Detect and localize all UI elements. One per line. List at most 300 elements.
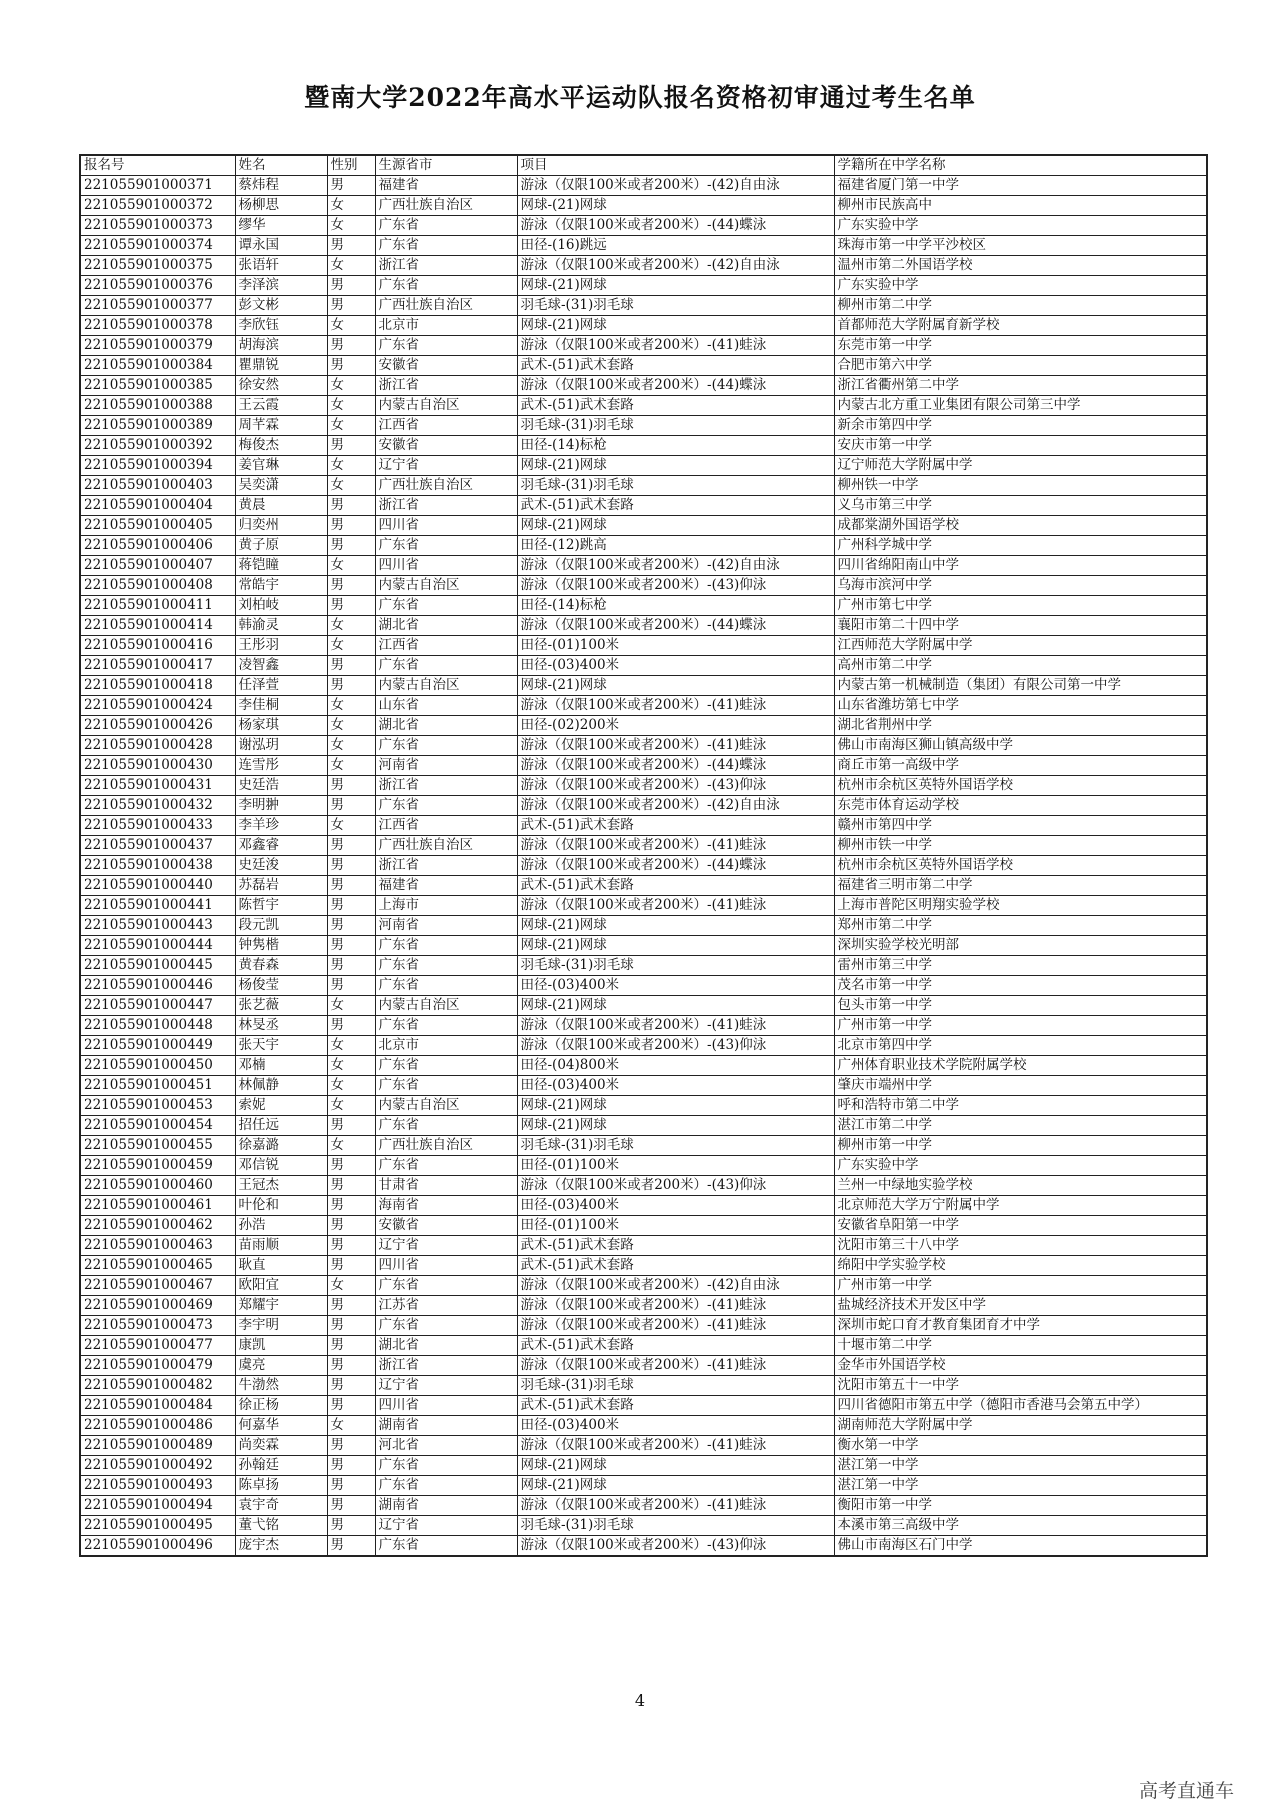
cell-gender: 男 bbox=[327, 1456, 375, 1476]
cell-gender: 男 bbox=[327, 536, 375, 556]
cell-name: 李佳桐 bbox=[235, 696, 327, 716]
cell-event: 田径-(03)400米 bbox=[517, 1416, 834, 1436]
table-row bbox=[80, 976, 1207, 996]
cell-gender: 女 bbox=[327, 696, 375, 716]
cell-school: 杭州市余杭区英特外国语学校 bbox=[834, 856, 1207, 876]
cell-registration-no: 221055901000428 bbox=[80, 736, 235, 756]
cell-school: 义乌市第三中学 bbox=[834, 496, 1207, 516]
cell-province: 北京市 bbox=[375, 316, 517, 336]
cell-registration-no: 221055901000454 bbox=[80, 1116, 235, 1136]
cell-name: 林旻丞 bbox=[235, 1016, 327, 1036]
cell-event: 田径-(02)200米 bbox=[517, 716, 834, 736]
cell-school: 佛山市南海区石门中学 bbox=[834, 1536, 1207, 1557]
table-row bbox=[80, 1356, 1207, 1376]
cell-school: 广州市第一中学 bbox=[834, 1276, 1207, 1296]
cell-registration-no: 221055901000411 bbox=[80, 596, 235, 616]
page-number: 4 bbox=[634, 1691, 646, 1710]
table-row bbox=[80, 1056, 1207, 1076]
cell-school: 肇庆市端州中学 bbox=[834, 1076, 1207, 1096]
cell-province: 广东省 bbox=[375, 1056, 517, 1076]
cell-registration-no: 221055901000438 bbox=[80, 856, 235, 876]
cell-gender: 女 bbox=[327, 816, 375, 836]
cell-gender: 男 bbox=[327, 1356, 375, 1376]
cell-event: 网球-(21)网球 bbox=[517, 996, 834, 1016]
cell-registration-no: 221055901000486 bbox=[80, 1416, 235, 1436]
cell-registration-no: 221055901000431 bbox=[80, 776, 235, 796]
cell-province: 江西省 bbox=[375, 816, 517, 836]
table-row bbox=[80, 1376, 1207, 1396]
cell-event: 网球-(21)网球 bbox=[517, 1456, 834, 1476]
table-row bbox=[80, 236, 1207, 256]
cell-school: 温州市第二外国语学校 bbox=[834, 256, 1207, 276]
cell-school: 广州市第七中学 bbox=[834, 596, 1207, 616]
table-row bbox=[80, 736, 1207, 756]
cell-gender: 男 bbox=[327, 1336, 375, 1356]
cell-school: 襄阳市第二十四中学 bbox=[834, 616, 1207, 636]
table-row bbox=[80, 616, 1207, 636]
cell-province: 四川省 bbox=[375, 1396, 517, 1416]
cell-event: 游泳（仅限100米或者200米）-(42)自由泳 bbox=[517, 796, 834, 816]
cell-gender: 女 bbox=[327, 396, 375, 416]
cell-gender: 男 bbox=[327, 276, 375, 296]
cell-event: 武术-(51)武术套路 bbox=[517, 356, 834, 376]
cell-school: 新余市第四中学 bbox=[834, 416, 1207, 436]
cell-school: 广东实验中学 bbox=[834, 216, 1207, 236]
cell-school: 呼和浩特市第二中学 bbox=[834, 1096, 1207, 1116]
table-row bbox=[80, 1016, 1207, 1036]
cell-registration-no: 221055901000426 bbox=[80, 716, 235, 736]
cell-gender: 男 bbox=[327, 1496, 375, 1516]
cell-school: 郑州市第二中学 bbox=[834, 916, 1207, 936]
cell-event: 游泳（仅限100米或者200米）-(41)蛙泳 bbox=[517, 1316, 834, 1336]
cell-registration-no: 221055901000416 bbox=[80, 636, 235, 656]
cell-province: 广东省 bbox=[375, 1316, 517, 1336]
table-row bbox=[80, 196, 1207, 216]
table-row bbox=[80, 536, 1207, 556]
cell-name: 瞿鼎锐 bbox=[235, 356, 327, 376]
table-row bbox=[80, 256, 1207, 276]
cell-school: 广州市第一中学 bbox=[834, 1016, 1207, 1036]
cell-school: 深圳实验学校光明部 bbox=[834, 936, 1207, 956]
cell-registration-no: 221055901000496 bbox=[80, 1536, 235, 1557]
table-row bbox=[80, 1436, 1207, 1456]
cell-school: 十堰市第二中学 bbox=[834, 1336, 1207, 1356]
cell-gender: 男 bbox=[327, 1436, 375, 1456]
cell-registration-no: 221055901000403 bbox=[80, 476, 235, 496]
cell-event: 游泳（仅限100米或者200米）-(41)蛙泳 bbox=[517, 1436, 834, 1456]
cell-gender: 男 bbox=[327, 436, 375, 456]
cell-registration-no: 221055901000389 bbox=[80, 416, 235, 436]
cell-province: 内蒙古自治区 bbox=[375, 676, 517, 696]
cell-province: 广西壮族自治区 bbox=[375, 1136, 517, 1156]
cell-province: 四川省 bbox=[375, 556, 517, 576]
cell-event: 羽毛球-(31)羽毛球 bbox=[517, 1376, 834, 1396]
cell-name: 董弋铭 bbox=[235, 1516, 327, 1536]
cell-name: 招任远 bbox=[235, 1116, 327, 1136]
cell-name: 袁宇奇 bbox=[235, 1496, 327, 1516]
cell-gender: 男 bbox=[327, 1216, 375, 1236]
cell-event: 田径-(03)400米 bbox=[517, 976, 834, 996]
cell-registration-no: 221055901000479 bbox=[80, 1356, 235, 1376]
cell-registration-no: 221055901000408 bbox=[80, 576, 235, 596]
cell-event: 游泳（仅限100米或者200米）-(43)仰泳 bbox=[517, 1036, 834, 1056]
cell-event: 网球-(21)网球 bbox=[517, 1096, 834, 1116]
table-row bbox=[80, 756, 1207, 776]
cell-registration-no: 221055901000376 bbox=[80, 276, 235, 296]
cell-province: 湖北省 bbox=[375, 616, 517, 636]
cell-gender: 女 bbox=[327, 476, 375, 496]
cell-school: 合肥市第六中学 bbox=[834, 356, 1207, 376]
cell-event: 网球-(21)网球 bbox=[517, 456, 834, 476]
cell-gender: 男 bbox=[327, 656, 375, 676]
cell-event: 田径-(14)标枪 bbox=[517, 436, 834, 456]
cell-name: 缪华 bbox=[235, 216, 327, 236]
cell-school: 柳州铁一中学 bbox=[834, 476, 1207, 496]
table-row bbox=[80, 596, 1207, 616]
cell-school: 乌海市滨河中学 bbox=[834, 576, 1207, 596]
cell-registration-no: 221055901000462 bbox=[80, 1216, 235, 1236]
cell-event: 游泳（仅限100米或者200米）-(41)蛙泳 bbox=[517, 696, 834, 716]
cell-gender: 女 bbox=[327, 456, 375, 476]
cell-event: 网球-(21)网球 bbox=[517, 916, 834, 936]
cell-province: 广东省 bbox=[375, 536, 517, 556]
cell-gender: 男 bbox=[327, 1196, 375, 1216]
cell-province: 河北省 bbox=[375, 1436, 517, 1456]
cell-province: 海南省 bbox=[375, 1196, 517, 1216]
table-row bbox=[80, 1196, 1207, 1216]
cell-province: 广西壮族自治区 bbox=[375, 196, 517, 216]
cell-name: 段元凯 bbox=[235, 916, 327, 936]
cell-gender: 男 bbox=[327, 1156, 375, 1176]
cell-name: 谭永国 bbox=[235, 236, 327, 256]
cell-gender: 女 bbox=[327, 1096, 375, 1116]
column-header-gender: 性别 bbox=[327, 155, 375, 176]
table-row bbox=[80, 376, 1207, 396]
cell-name: 张语轩 bbox=[235, 256, 327, 276]
cell-gender: 男 bbox=[327, 1236, 375, 1256]
table-row bbox=[80, 436, 1207, 456]
cell-gender: 女 bbox=[327, 416, 375, 436]
cell-gender: 男 bbox=[327, 1016, 375, 1036]
cell-registration-no: 221055901000440 bbox=[80, 876, 235, 896]
cell-school: 深圳市蛇口育才教育集团育才中学 bbox=[834, 1316, 1207, 1336]
cell-gender: 男 bbox=[327, 836, 375, 856]
cell-event: 游泳（仅限100米或者200米）-(42)自由泳 bbox=[517, 256, 834, 276]
cell-event: 网球-(21)网球 bbox=[517, 676, 834, 696]
table-row bbox=[80, 676, 1207, 696]
cell-province: 上海市 bbox=[375, 896, 517, 916]
cell-province: 广东省 bbox=[375, 656, 517, 676]
cell-name: 牛渤然 bbox=[235, 1376, 327, 1396]
cell-gender: 男 bbox=[327, 676, 375, 696]
cell-school: 杭州市余杭区英特外国语学校 bbox=[834, 776, 1207, 796]
table-row bbox=[80, 216, 1207, 236]
column-header-name: 姓名 bbox=[235, 155, 327, 176]
cell-registration-no: 221055901000484 bbox=[80, 1396, 235, 1416]
cell-name: 徐安然 bbox=[235, 376, 327, 396]
table-row bbox=[80, 916, 1207, 936]
cell-registration-no: 221055901000374 bbox=[80, 236, 235, 256]
cell-province: 广东省 bbox=[375, 936, 517, 956]
cell-school: 福建省三明市第二中学 bbox=[834, 876, 1207, 896]
cell-province: 辽宁省 bbox=[375, 1516, 517, 1536]
cell-name: 李泽滨 bbox=[235, 276, 327, 296]
table-row bbox=[80, 1096, 1207, 1116]
column-header-registration-no: 报名号 bbox=[80, 155, 235, 176]
table-row bbox=[80, 396, 1207, 416]
cell-registration-no: 221055901000379 bbox=[80, 336, 235, 356]
cell-event: 田径-(04)800米 bbox=[517, 1056, 834, 1076]
cell-name: 张天宇 bbox=[235, 1036, 327, 1056]
cell-province: 四川省 bbox=[375, 516, 517, 536]
cell-registration-no: 221055901000455 bbox=[80, 1136, 235, 1156]
cell-event: 武术-(51)武术套路 bbox=[517, 1256, 834, 1276]
cell-event: 游泳（仅限100米或者200米）-(44)蝶泳 bbox=[517, 856, 834, 876]
table-row bbox=[80, 836, 1207, 856]
cell-province: 广东省 bbox=[375, 736, 517, 756]
cell-registration-no: 221055901000460 bbox=[80, 1176, 235, 1196]
cell-gender: 男 bbox=[327, 1476, 375, 1496]
cell-name: 胡海滨 bbox=[235, 336, 327, 356]
cell-event: 游泳（仅限100米或者200米）-(41)蛙泳 bbox=[517, 1016, 834, 1036]
cell-name: 归奕州 bbox=[235, 516, 327, 536]
cell-province: 湖南省 bbox=[375, 1496, 517, 1516]
cell-school: 柳州市铁一中学 bbox=[834, 836, 1207, 856]
cell-province: 北京市 bbox=[375, 1036, 517, 1056]
cell-event: 游泳（仅限100米或者200米）-(41)蛙泳 bbox=[517, 836, 834, 856]
cell-school: 福建省厦门第一中学 bbox=[834, 176, 1207, 196]
table-row bbox=[80, 1536, 1207, 1557]
cell-event: 羽毛球-(31)羽毛球 bbox=[517, 476, 834, 496]
cell-province: 广东省 bbox=[375, 236, 517, 256]
cell-event: 游泳（仅限100米或者200米）-(44)蝶泳 bbox=[517, 756, 834, 776]
cell-province: 广东省 bbox=[375, 336, 517, 356]
cell-province: 广东省 bbox=[375, 956, 517, 976]
cell-school: 辽宁师范大学附属中学 bbox=[834, 456, 1207, 476]
table-row bbox=[80, 1276, 1207, 1296]
table-row bbox=[80, 996, 1207, 1016]
cell-province: 广东省 bbox=[375, 1016, 517, 1036]
cell-province: 安徽省 bbox=[375, 1216, 517, 1236]
cell-name: 蒋铠瞳 bbox=[235, 556, 327, 576]
cell-gender: 男 bbox=[327, 936, 375, 956]
cell-gender: 女 bbox=[327, 756, 375, 776]
cell-province: 广西壮族自治区 bbox=[375, 476, 517, 496]
cell-name: 连雪彤 bbox=[235, 756, 327, 776]
cell-province: 广东省 bbox=[375, 796, 517, 816]
cell-registration-no: 221055901000407 bbox=[80, 556, 235, 576]
cell-school: 衡水第一中学 bbox=[834, 1436, 1207, 1456]
cell-province: 广东省 bbox=[375, 1116, 517, 1136]
cell-name: 何嘉华 bbox=[235, 1416, 327, 1436]
cell-school: 湖北省荆州中学 bbox=[834, 716, 1207, 736]
cell-registration-no: 221055901000445 bbox=[80, 956, 235, 976]
cell-name: 孙浩 bbox=[235, 1216, 327, 1236]
cell-province: 广东省 bbox=[375, 1536, 517, 1557]
cell-name: 李明翀 bbox=[235, 796, 327, 816]
cell-gender: 男 bbox=[327, 796, 375, 816]
cell-province: 广东省 bbox=[375, 1456, 517, 1476]
cell-name: 李羊珍 bbox=[235, 816, 327, 836]
cell-name: 杨柳思 bbox=[235, 196, 327, 216]
cell-province: 内蒙古自治区 bbox=[375, 576, 517, 596]
cell-province: 广东省 bbox=[375, 276, 517, 296]
cell-school: 广州体育职业技术学院附属学校 bbox=[834, 1056, 1207, 1076]
table-row bbox=[80, 816, 1207, 836]
cell-school: 本溪市第三高级中学 bbox=[834, 1516, 1207, 1536]
cell-name: 苗雨顺 bbox=[235, 1236, 327, 1256]
cell-event: 游泳（仅限100米或者200米）-(43)仰泳 bbox=[517, 1176, 834, 1196]
cell-school: 湛江第一中学 bbox=[834, 1456, 1207, 1476]
cell-gender: 男 bbox=[327, 1296, 375, 1316]
cell-registration-no: 221055901000388 bbox=[80, 396, 235, 416]
cell-name: 周芊霖 bbox=[235, 416, 327, 436]
cell-name: 邓信锐 bbox=[235, 1156, 327, 1176]
cell-registration-no: 221055901000448 bbox=[80, 1016, 235, 1036]
cell-event: 羽毛球-(31)羽毛球 bbox=[517, 1516, 834, 1536]
cell-event: 网球-(21)网球 bbox=[517, 276, 834, 296]
table-row bbox=[80, 316, 1207, 336]
cell-event: 武术-(51)武术套路 bbox=[517, 1236, 834, 1256]
cell-event: 田径-(12)跳高 bbox=[517, 536, 834, 556]
cell-name: 邓鑫睿 bbox=[235, 836, 327, 856]
cell-province: 福建省 bbox=[375, 176, 517, 196]
cell-province: 山东省 bbox=[375, 696, 517, 716]
cell-province: 浙江省 bbox=[375, 856, 517, 876]
table-row bbox=[80, 176, 1207, 196]
cell-gender: 男 bbox=[327, 776, 375, 796]
cell-gender: 女 bbox=[327, 1076, 375, 1096]
cell-registration-no: 221055901000492 bbox=[80, 1456, 235, 1476]
cell-event: 武术-(51)武术套路 bbox=[517, 396, 834, 416]
table-row bbox=[80, 1216, 1207, 1236]
cell-registration-no: 221055901000373 bbox=[80, 216, 235, 236]
cell-name: 梅俊杰 bbox=[235, 436, 327, 456]
cell-event: 羽毛球-(31)羽毛球 bbox=[517, 1136, 834, 1156]
table-row bbox=[80, 1416, 1207, 1436]
cell-registration-no: 221055901000482 bbox=[80, 1376, 235, 1396]
cell-school: 北京市第四中学 bbox=[834, 1036, 1207, 1056]
cell-school: 沈阳市第五十一中学 bbox=[834, 1376, 1207, 1396]
cell-province: 浙江省 bbox=[375, 1356, 517, 1376]
cell-school: 佛山市南海区狮山镇高级中学 bbox=[834, 736, 1207, 756]
table-row bbox=[80, 796, 1207, 816]
cell-gender: 女 bbox=[327, 556, 375, 576]
cell-registration-no: 221055901000469 bbox=[80, 1296, 235, 1316]
cell-registration-no: 221055901000414 bbox=[80, 616, 235, 636]
cell-gender: 男 bbox=[327, 236, 375, 256]
cell-registration-no: 221055901000449 bbox=[80, 1036, 235, 1056]
table-row bbox=[80, 1136, 1207, 1156]
cell-registration-no: 221055901000394 bbox=[80, 456, 235, 476]
cell-event: 游泳（仅限100米或者200米）-(44)蝶泳 bbox=[517, 376, 834, 396]
table-row bbox=[80, 1036, 1207, 1056]
cell-name: 欧阳宜 bbox=[235, 1276, 327, 1296]
table-row bbox=[80, 276, 1207, 296]
cell-registration-no: 221055901000461 bbox=[80, 1196, 235, 1216]
cell-event: 游泳（仅限100米或者200米）-(41)蛙泳 bbox=[517, 1496, 834, 1516]
cell-event: 田径-(01)100米 bbox=[517, 1216, 834, 1236]
cell-name: 黄春森 bbox=[235, 956, 327, 976]
cell-school: 赣州市第四中学 bbox=[834, 816, 1207, 836]
cell-registration-no: 221055901000404 bbox=[80, 496, 235, 516]
table-row bbox=[80, 776, 1207, 796]
table-row bbox=[80, 416, 1207, 436]
cell-gender: 男 bbox=[327, 496, 375, 516]
cell-name: 韩渝灵 bbox=[235, 616, 327, 636]
cell-event: 网球-(21)网球 bbox=[517, 936, 834, 956]
cell-school: 盐城经济技术开发区中学 bbox=[834, 1296, 1207, 1316]
cell-registration-no: 221055901000465 bbox=[80, 1256, 235, 1276]
cell-name: 李宇明 bbox=[235, 1316, 327, 1336]
cell-province: 内蒙古自治区 bbox=[375, 996, 517, 1016]
cell-name: 吴奕潇 bbox=[235, 476, 327, 496]
cell-gender: 男 bbox=[327, 1256, 375, 1276]
cell-school: 湛江第一中学 bbox=[834, 1476, 1207, 1496]
cell-registration-no: 221055901000371 bbox=[80, 176, 235, 196]
cell-school: 广东实验中学 bbox=[834, 1156, 1207, 1176]
cell-gender: 男 bbox=[327, 896, 375, 916]
cell-province: 江西省 bbox=[375, 416, 517, 436]
cell-province: 湖北省 bbox=[375, 716, 517, 736]
cell-province: 浙江省 bbox=[375, 776, 517, 796]
cell-event: 网球-(21)网球 bbox=[517, 316, 834, 336]
cell-event: 游泳（仅限100米或者200米）-(41)蛙泳 bbox=[517, 896, 834, 916]
cell-gender: 女 bbox=[327, 196, 375, 216]
cell-name: 康凯 bbox=[235, 1336, 327, 1356]
cell-province: 内蒙古自治区 bbox=[375, 396, 517, 416]
candidate-table bbox=[79, 154, 1208, 1557]
cell-province: 广西壮族自治区 bbox=[375, 836, 517, 856]
cell-gender: 男 bbox=[327, 1116, 375, 1136]
cell-gender: 男 bbox=[327, 916, 375, 936]
cell-registration-no: 221055901000384 bbox=[80, 356, 235, 376]
cell-name: 蔡炜程 bbox=[235, 176, 327, 196]
cell-name: 凌智鑫 bbox=[235, 656, 327, 676]
table-row bbox=[80, 716, 1207, 736]
cell-event: 田径-(03)400米 bbox=[517, 1076, 834, 1096]
cell-gender: 女 bbox=[327, 1276, 375, 1296]
cell-gender: 男 bbox=[327, 1536, 375, 1557]
cell-gender: 男 bbox=[327, 336, 375, 356]
cell-name: 常皓宇 bbox=[235, 576, 327, 596]
cell-registration-no: 221055901000418 bbox=[80, 676, 235, 696]
cell-gender: 女 bbox=[327, 996, 375, 1016]
cell-registration-no: 221055901000433 bbox=[80, 816, 235, 836]
table-row bbox=[80, 1496, 1207, 1516]
cell-province: 广东省 bbox=[375, 1156, 517, 1176]
cell-name: 孙翰廷 bbox=[235, 1456, 327, 1476]
column-header-school: 学籍所在中学名称 bbox=[834, 155, 1207, 176]
cell-registration-no: 221055901000477 bbox=[80, 1336, 235, 1356]
cell-gender: 男 bbox=[327, 976, 375, 996]
table-row bbox=[80, 496, 1207, 516]
cell-event: 武术-(51)武术套路 bbox=[517, 1396, 834, 1416]
cell-event: 网球-(21)网球 bbox=[517, 516, 834, 536]
table-row bbox=[80, 1256, 1207, 1276]
cell-registration-no: 221055901000375 bbox=[80, 256, 235, 276]
cell-province: 四川省 bbox=[375, 1256, 517, 1276]
table-row bbox=[80, 296, 1207, 316]
cell-province: 安徽省 bbox=[375, 436, 517, 456]
cell-event: 游泳（仅限100米或者200米）-(43)仰泳 bbox=[517, 576, 834, 596]
cell-gender: 女 bbox=[327, 256, 375, 276]
cell-registration-no: 221055901000494 bbox=[80, 1496, 235, 1516]
cell-gender: 女 bbox=[327, 316, 375, 336]
cell-province: 浙江省 bbox=[375, 256, 517, 276]
cell-event: 田径-(16)跳远 bbox=[517, 236, 834, 256]
cell-province: 广东省 bbox=[375, 596, 517, 616]
